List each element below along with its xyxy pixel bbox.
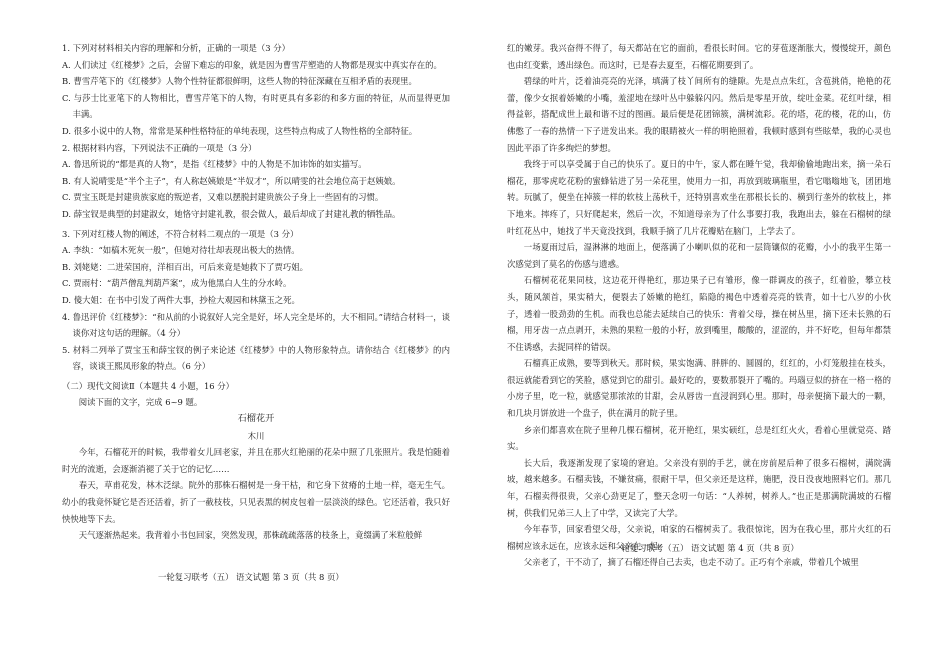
question-2-option-d: D. 薛宝钗是典型的封建淑女，她恪守封建礼教，很会做人，最后却成了封建礼教的牺牲品。 bbox=[62, 208, 401, 219]
essay-author: 木川 bbox=[247, 430, 265, 441]
right-page-column bbox=[507, 40, 891, 571]
section-heading: （二）现代文阅读Ⅱ（本题共 4 小题，16 分） bbox=[62, 380, 235, 391]
question-3-option-b: B. 刘姥姥：二进荣国府，洋相百出，可后来竟是她救下了贾巧姐。 bbox=[62, 261, 308, 272]
question-3-option-a: A. 李纨：“如槁木死灰一般”，但她对待壮却表现出极大的热情。 bbox=[62, 245, 300, 256]
question-1-option-d: D. 很多小说中的人物，常常是某种性格特征的单纯表现，这些特点构成了人物性格的全部特征。 bbox=[62, 125, 418, 136]
essay-paragraph: 今年，石榴花开的时候，我带着女儿回老家，并且在那火红艳丽的花朵中照了几张照片。我是怕随着时光的流逝，会逐渐消褪了关于它的记忆…… bbox=[62, 447, 450, 474]
left-page-column bbox=[62, 40, 450, 544]
essay-paragraph: 一场夏雨过后，湿淋淋的地面上，便落满了小喇叭似的花和一层筒镶似的花瓣，小小的我平生第一次感觉到了莫名的伤感与遗惑。 bbox=[507, 242, 891, 269]
essay-paragraph: 天气逐渐热起来。我背着小书包回家，突然发现，那株疏疏落落的枝条上，竟缀满了米粒般鲜 bbox=[78, 530, 423, 541]
page-footer-right: 一轮复习联考（五） 语文试题 第 4 页（共 8 页） bbox=[613, 543, 799, 553]
question-1-option-a: A. 人们读过《红楼梦》之后，会留下难忘的印象，就是因为曹雪芹塑造的人物都是现实中真实存在的。 bbox=[62, 59, 442, 70]
essay-paragraph: 父亲老了，干不动了，摘了石榴还得自己去卖，也走不动了。正巧有个亲戚，带着几个城里 bbox=[523, 557, 859, 568]
reading-instruction: 阅读下面的文字，完成 6~9 题。 bbox=[78, 397, 203, 408]
question-4: 4. 鲁迅评价《红楼梦》：“和从前的小说叙好人完全是好，坏人完全是坏的，大不相同。”请结合材料一，谈谈你对这句话的理解。（4 分） bbox=[62, 311, 450, 339]
question-5: 5. 材料二列举了贾宝玉和薛宝钗的例子来论述《红楼梦》中的人物形象特点。请你结合《红楼梦》的内容，谈谈王熙凤形象的特点。（6 分） bbox=[62, 344, 450, 372]
question-3-option-c: C. 贾雨村：“葫芦僧乱判葫芦案”，成为他黑白人生的分水岭。 bbox=[62, 278, 292, 289]
question-2-option-c: C. 贾宝玉既是封建贵族家庭的叛逆者，又难以摆脱封建贵族公子身上一些固有的习惯。 bbox=[62, 192, 384, 203]
essay-paragraph: 石榴真正成熟，要等到秋天。那时候，果实饱满、胖胖的、圆圆的，红红的，小灯笼般挂在枝头，很远就能看到它的笑脸，感觉到它的甜引。最好吃的，要数那裂开了嘴的。玛瑙豆似的挤在一格一格的小房子里，吃一粒，就感觉那浓浓的甘甜，会从唇齿一直浸润到心里。那时，母亲便摘下最大的一颗，和几块月饼放进一个盘子，供在满月的院子里。 bbox=[507, 358, 891, 419]
page-footer-left: 一轮复习联考（五） 语文试题 第 3 页（共 8 页） bbox=[158, 572, 344, 582]
essay-paragraph: 今年春节，回家看望父母，父亲说，咱家的石榴树卖了。我很惊诧，因为在我心里，那片火红的石榴树应该永远在，应该永远和父亲在一起。 bbox=[507, 524, 891, 551]
essay-paragraph: 乡亲们都喜欢在院子里种几棵石榴树，花开艳红，果实硕红，总是红红火火，看着心里就觉亮、踏实。 bbox=[507, 424, 891, 452]
essay-paragraph: 石榴树花花果同枝，这边花开得艳红，那边果子已有雏形，像一群调皮的孩子，红着脸，攀立枝头，随风颔首，果实稍大，便裂去了娇嫩的艳红，陷隐的褐色中透着亮亮的铁青，如十七八岁的小伙子，透着一股劲劲的生机。而我也总能去延续自己的快乐：背着父母，操在树丛里，摘下还未长熟的石榴，用牙齿一点点剥开，未熟的果粒一般的小籽，放到嘴里，酸酸的，涩涩的，并不好吃，但每年都禁不住诱惑，去捉同样的错误。 bbox=[507, 275, 891, 352]
question-2-option-a: A. 鲁迅所说的“都是真的人物”，是指《红楼梦》中的人物是不加讳饰的如实描写。 bbox=[62, 159, 367, 170]
question-1-stem: 1. 下列对材料相关内容的理解和分析，正确的一项是（3 分） bbox=[62, 43, 291, 53]
essay-title: 石榴花开 bbox=[237, 413, 275, 425]
essay-paragraph: 碧绿的叶片，泛着油亮亮的光泽，填满了枝丫间所有的缝隙。先是点点朱红，含苞挑俏，艳艳的花蕾，像少女抿着娇嫩的小嘴，羞涩地在绿叶丛中躲躲闪闪。然后是零星开放，绽吐金菜。花红叶绿，相得益彰，搭配成世上最和谐不过的图画。最后便是花团锦簇，满树流彩。花的塔，花的楼，花的山，仿佛憋了一春的热情一下子迸发出来。我的眼睛被火一样的明艳照着，我顿时感到有些眩晕，我的心灵也因此平添了许多绚烂的梦想。 bbox=[507, 76, 891, 153]
question-3-stem: 3. 下列对红楼人物的阐述，不符合材料二观点的一项是（3 分） bbox=[62, 228, 299, 239]
essay-paragraph: 长大后，我逐渐发现了家境的窘迫。父亲没有别的手艺，就在房前屋后种了很多石榴树，满院满坡，越来越多。石榴卖钱，不嫌贫痛，很耐干旱，但父亲还是这样，施肥，没日没夜地照料它们。那几年，石榴卖得很贵，父亲心劲更足了，整天念叨一句话：“人养树，树养人。”也正是那满院满坡的石榴树，供我们兄弟三人上了中学，又读完了大学。 bbox=[507, 457, 891, 518]
essay-paragraph: 春天，草甫花发，林木泛绿。院外的那株石榴树是一身干枯，和它身下贫瘠的土地一样，毫无生气。幼小的我竟怀疑它是否还活着，折了一截枝枝，只见表黑的树皮包着一层淡淡的绿色。它还活着，我只好怏怏地等下去。 bbox=[62, 480, 450, 524]
essay-paragraph: 红的嫩芽。我兴奋得不得了，每天都站在它的面前，看很长时间。它的芽苞逐渐胀大，慢慢绽开，颜色也由红变紫，透出绿色。而这时，已是春去夏至，石榴花期要到了。 bbox=[507, 43, 891, 70]
question-1-option-c: C. 与莎士比亚笔下的人物相比，曹雪芹笔下的人物，有时更具有多彩的和多方面的特征，从而显得更加丰满。 bbox=[62, 92, 450, 120]
question-2-option-b: B. 有人说晴雯是“半个主子”，有人称赵姨娘是“半奴才”，所以晴雯的社会地位高于赵姨娘。 bbox=[62, 175, 401, 186]
essay-paragraph: 我终于可以享受属于自己的快乐了。夏日的中午，家人都在睡午觉，我却偷偷地跑出来，摘一朵石榴花，那零虎吃花粉的蜜蜂钻进了另一朵花里，使用力一扣，再放到玻璃瓶里，看它嗡嗡地飞，团团地转。玩腻了，便坐在掉簇一样的软枝上荡秋千，还特别喜欢坐在那根长长的、横到行垄外的软枝上，摔下地来。摔疼了，只好爬起来，然后一次，不知道母亲为了什么事要打我，我跑出去，躲在石榴树的绿叶红花丛中，她找了半天竟没找到，我顺手摘了几片花瓣贴在脑门，上学去了。 bbox=[507, 159, 891, 236]
question-1-option-b: B. 曹雪芹笔下的《红楼梦》人物个性特征都很鲜明，这些人物的特征深藏在互相矛盾的表现里。 bbox=[62, 76, 417, 87]
question-3-option-d: D. 傻大姐：在书中引发了两件大事，抄检大观园和林黛玉之死。 bbox=[62, 294, 300, 305]
question-2-stem: 2. 根据材料内容，下列说法不正确的一项是（3 分） bbox=[62, 142, 257, 153]
